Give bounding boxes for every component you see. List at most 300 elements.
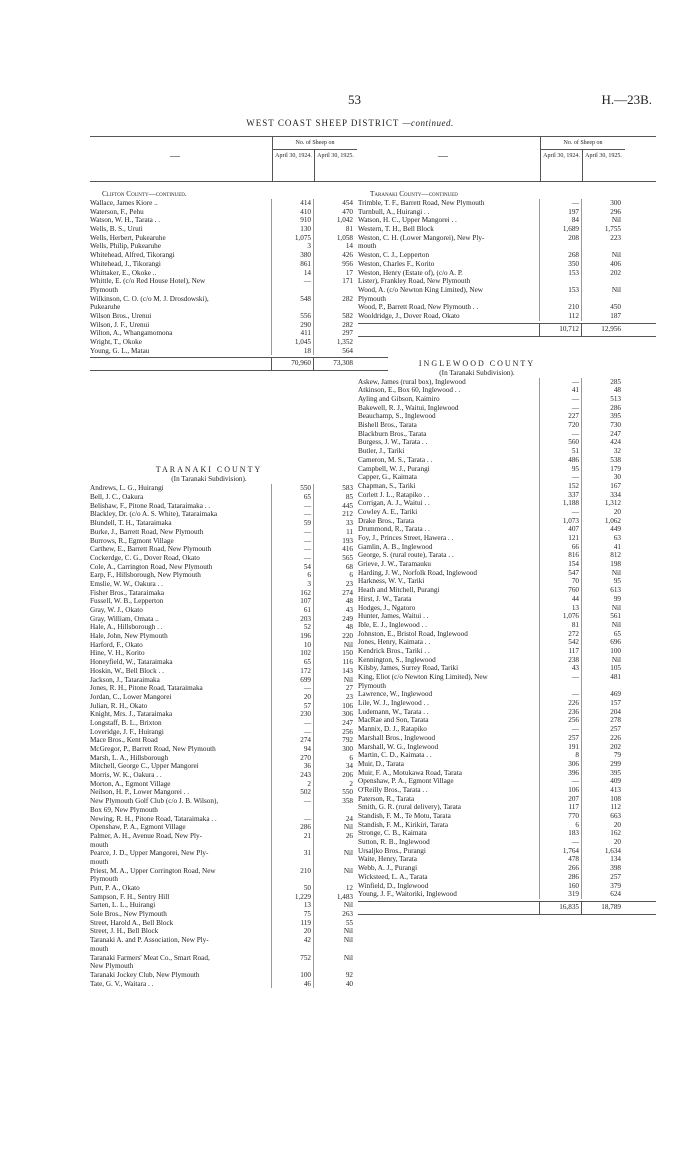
sheep-1924: 236 bbox=[539, 708, 581, 717]
owner-name: Gamlin, A. B., Inglewood bbox=[358, 542, 433, 551]
owner-name: Wilkinson, C. O. (c/o M. J. Drosdowski), bbox=[90, 294, 209, 303]
owner-name: Carthew, E., Barrett Road, New Plymouth bbox=[90, 545, 212, 554]
table-row bbox=[358, 312, 656, 321]
sheep-1924: 699 bbox=[271, 676, 313, 685]
sheep-1925: 624 bbox=[581, 890, 623, 899]
left-rows-1 bbox=[90, 199, 388, 355]
sheep-1925: 106 bbox=[313, 702, 355, 711]
sheep-1924: 1,689 bbox=[539, 225, 581, 234]
sheep-1924: 207 bbox=[539, 795, 581, 804]
sheep-1924: 106 bbox=[539, 786, 581, 795]
sheep-1925: 2 bbox=[313, 780, 355, 789]
owner-name: Mannix, D. J., Ratapiko bbox=[358, 725, 427, 734]
sheep-1924: — bbox=[271, 797, 313, 806]
page-title bbox=[0, 118, 700, 128]
sheep-1925: 43 bbox=[313, 606, 355, 615]
sheep-1924: 337 bbox=[539, 491, 581, 500]
owner-name: Wood, A. (c/o Newton King Limited), New bbox=[358, 285, 483, 294]
sheep-1924: 13 bbox=[539, 604, 581, 613]
table-row bbox=[358, 438, 656, 447]
sheep-1924: 306 bbox=[539, 760, 581, 769]
owner-name: mouth bbox=[90, 944, 109, 953]
sheep-1925: 663 bbox=[581, 812, 623, 821]
page-title-suffix: —continued. bbox=[402, 118, 454, 128]
sheep-1924: 542 bbox=[539, 638, 581, 647]
sheep-1924: 548 bbox=[271, 295, 313, 304]
sheep-1925 bbox=[313, 858, 355, 867]
sheep-1924: 43 bbox=[539, 664, 581, 673]
sheep-1924: 117 bbox=[539, 647, 581, 656]
owner-name: Heath and Mitchell, Purangi bbox=[358, 586, 440, 595]
sheep-1924: — bbox=[271, 684, 313, 693]
sheep-1925: 358 bbox=[313, 797, 355, 806]
sheep-1925: 202 bbox=[581, 269, 623, 278]
sheep-1925 bbox=[313, 945, 355, 954]
sheep-1924 bbox=[271, 841, 313, 850]
table-row bbox=[90, 484, 388, 493]
sheep-1924: 41 bbox=[539, 386, 581, 395]
table-row bbox=[358, 873, 656, 882]
sheep-1924: 10 bbox=[271, 641, 313, 650]
table-row bbox=[90, 338, 388, 347]
sheep-1925: 79 bbox=[581, 751, 623, 760]
table-row bbox=[90, 875, 388, 884]
sheep-1924: 65 bbox=[271, 658, 313, 667]
sheep-1924 bbox=[271, 962, 313, 971]
sheep-1924: 1,045 bbox=[271, 338, 313, 347]
sheep-1924: 61 bbox=[271, 606, 313, 615]
table-row bbox=[358, 551, 656, 560]
sheep-1924: 861 bbox=[271, 260, 313, 269]
owner-name: Hale, A., Hillsborough . . bbox=[90, 623, 163, 632]
section-heading: Clifton County—continued. bbox=[102, 190, 187, 198]
table-row bbox=[90, 884, 388, 893]
owner-name: Pearce, J. D., Upper Mangorei, New Ply- bbox=[90, 849, 209, 858]
table-row bbox=[90, 580, 388, 589]
owner-name: Campbell, W. J., Purangi bbox=[358, 464, 430, 473]
table-row bbox=[90, 962, 388, 971]
sheep-1925: 187 bbox=[581, 312, 623, 321]
sheep-1925: 379 bbox=[581, 882, 623, 891]
table-row bbox=[90, 623, 388, 632]
sheep-1924: 238 bbox=[539, 656, 581, 665]
table-row bbox=[90, 260, 388, 269]
table-row bbox=[358, 638, 656, 647]
owner-name: Hale, John, New Plymouth bbox=[90, 632, 168, 641]
owner-name: Drummond, R., Tarata . . bbox=[358, 525, 430, 534]
owner-name: Marsh, L. A., Hillsborough bbox=[90, 753, 169, 762]
sheep-1924: — bbox=[539, 378, 581, 387]
table-row bbox=[90, 545, 388, 554]
sheep-1924: 1,075 bbox=[271, 234, 313, 243]
sheep-1924: 396 bbox=[539, 769, 581, 778]
sheep-1924: — bbox=[539, 508, 581, 517]
sheep-1924: 256 bbox=[539, 716, 581, 725]
year-1925-label: April 30, 1925. bbox=[582, 149, 624, 181]
owner-name: Wilson Bros., Urenui bbox=[90, 311, 152, 320]
sheep-1925: 143 bbox=[313, 667, 355, 676]
table-row bbox=[358, 803, 656, 812]
table-row bbox=[90, 676, 388, 685]
sheep-1925: 162 bbox=[581, 829, 623, 838]
sheep-1924: 160 bbox=[539, 882, 581, 891]
sheep-1925 bbox=[313, 875, 355, 884]
page-header bbox=[0, 92, 700, 112]
sheep-1924: 42 bbox=[271, 936, 313, 945]
owner-name: Lile, W. J., Inglewood . . bbox=[358, 699, 429, 708]
sheep-1925: 48 bbox=[313, 623, 355, 632]
table-row bbox=[358, 595, 656, 604]
owner-name: Wood, P., Barrett Road, New Plymouth . . bbox=[358, 303, 479, 312]
owner-name: Taranaki Jockey Club, New Plymouth bbox=[90, 970, 200, 979]
table-row bbox=[90, 571, 388, 580]
total-1924: 10,712 bbox=[539, 324, 581, 336]
column-header-dash: — bbox=[438, 151, 448, 162]
table-row bbox=[358, 303, 656, 312]
table-row bbox=[358, 664, 656, 673]
sheep-1925: 274 bbox=[313, 589, 355, 598]
sheep-1924: 210 bbox=[539, 303, 581, 312]
sheep-1925 bbox=[313, 962, 355, 971]
sheep-1924: 51 bbox=[539, 447, 581, 456]
sheep-1924: 268 bbox=[539, 251, 581, 260]
table-row bbox=[90, 519, 388, 528]
owner-name: Belishaw, F., Pitone Road, Tataraimaka . . bbox=[90, 501, 211, 510]
owner-name: Taranaki A. and P. Association, New Ply- bbox=[90, 936, 209, 945]
sheep-1925: 696 bbox=[581, 638, 623, 647]
table-row bbox=[90, 745, 388, 754]
sheep-1925: 81 bbox=[313, 225, 355, 234]
sheep-1925: 583 bbox=[313, 484, 355, 493]
owner-name: Burke, J., Barrett Road, New Plymouth bbox=[90, 527, 204, 536]
owner-name: Martin, C. D., Kaimata . . bbox=[358, 751, 432, 760]
sheep-1924: 502 bbox=[271, 788, 313, 797]
owner-name: Corlett J. L., Ratapiko . . bbox=[358, 490, 430, 499]
sheep-1925: 40 bbox=[313, 980, 355, 989]
sheep-1924: 107 bbox=[271, 597, 313, 606]
owner-name: Street, J. H., Bell Block bbox=[90, 927, 159, 936]
table-row bbox=[90, 589, 388, 598]
owner-name: Bakewell, R. J., Waitui, Inglewood bbox=[358, 403, 459, 412]
owner-name: Smith, G. R. (rural delivery), Tarata bbox=[358, 803, 461, 812]
sheep-1925: 20 bbox=[581, 821, 623, 830]
sheep-1925: 792 bbox=[313, 736, 355, 745]
sheep-1924: 119 bbox=[271, 919, 313, 928]
table-row bbox=[90, 563, 388, 572]
table-row bbox=[90, 832, 388, 841]
sheep-1924: 52 bbox=[271, 623, 313, 632]
owner-name: Burgess, J. W., Tarata . . bbox=[358, 438, 428, 447]
table-row bbox=[358, 734, 656, 743]
owner-name: Stronge, C. B., Kaimata bbox=[358, 829, 427, 838]
table-row bbox=[358, 630, 656, 639]
owner-name: Marshall Bros., Inglewood bbox=[358, 733, 436, 742]
sheep-1924 bbox=[271, 303, 313, 312]
sheep-1924: 286 bbox=[539, 873, 581, 882]
table-row bbox=[358, 234, 656, 243]
owner-name: Wells, Herbert, Pukearuhe bbox=[90, 233, 166, 242]
owner-name: Standish, F. M., Kirikiri, Tarata bbox=[358, 820, 449, 829]
sheep-1925: 1,312 bbox=[581, 499, 623, 508]
table-row bbox=[358, 216, 656, 225]
owner-name: Jordan, C., Lower Mangorei bbox=[90, 692, 172, 701]
right-column bbox=[358, 136, 656, 915]
table-row bbox=[358, 577, 656, 586]
sheep-1924 bbox=[271, 875, 313, 884]
page-number: 53 bbox=[348, 92, 361, 107]
sheep-1925: 23 bbox=[313, 693, 355, 702]
sheep-1924: — bbox=[271, 554, 313, 563]
table-row bbox=[358, 473, 656, 482]
table-row bbox=[358, 716, 656, 725]
sheep-1924: — bbox=[539, 199, 581, 208]
sheep-1925: 538 bbox=[581, 456, 623, 465]
sheep-1925: 449 bbox=[581, 525, 623, 534]
owner-name: Hodges, J., Ngatoro bbox=[358, 603, 416, 612]
sheep-1924 bbox=[271, 286, 313, 295]
sheep-1925: 179 bbox=[581, 465, 623, 474]
table-row bbox=[90, 493, 388, 502]
sheep-1924: 20 bbox=[271, 693, 313, 702]
table-row bbox=[358, 682, 656, 691]
owner-name: Whittle, E. (c/o Red House Hotel), New bbox=[90, 277, 206, 286]
owner-name: Watson, W. H., Tarata . . bbox=[90, 216, 161, 225]
sheep-1925: 565 bbox=[313, 554, 355, 563]
sheep-1925 bbox=[581, 277, 623, 286]
owner-name: Weston, Charles F., Korito bbox=[358, 259, 435, 268]
table-row bbox=[358, 751, 656, 760]
sheep-1925: 1,042 bbox=[313, 216, 355, 225]
table-row bbox=[90, 199, 388, 208]
sheep-1924: 410 bbox=[271, 208, 313, 217]
owner-name: Kilsby, James, Surrey Road, Tariki bbox=[358, 664, 459, 673]
owner-name: Sarten, L. L., Huirangi bbox=[90, 901, 156, 910]
sheep-1924: 100 bbox=[271, 971, 313, 980]
sheep-1925: 1,634 bbox=[581, 847, 623, 856]
sheep-1924: 130 bbox=[271, 225, 313, 234]
sheep-1924: 350 bbox=[539, 260, 581, 269]
owner-name: mouth bbox=[90, 840, 109, 849]
table-row bbox=[90, 841, 388, 850]
section-subheading: (In Taranaki Subdivision). bbox=[171, 475, 247, 484]
sheep-1925: 48 bbox=[313, 597, 355, 606]
owner-name: New Plymouth bbox=[90, 962, 134, 971]
sheep-1925: 34 bbox=[313, 762, 355, 771]
no-of-sheep-label: No. of Sheep on bbox=[272, 137, 357, 150]
table-row bbox=[358, 699, 656, 708]
owner-name: Box 69, New Plymouth bbox=[90, 805, 158, 814]
sheep-1925: 1,062 bbox=[581, 517, 623, 526]
sheep-1925: 105 bbox=[581, 664, 623, 673]
sheep-1925: 171 bbox=[313, 277, 355, 286]
table-row bbox=[358, 656, 656, 665]
year-1924-label: April 30, 1924. bbox=[540, 149, 582, 181]
table-row bbox=[90, 927, 388, 936]
sheep-1925: Nil bbox=[313, 676, 355, 685]
owner-name: Plymouth bbox=[90, 285, 118, 294]
sheep-1925: 426 bbox=[313, 251, 355, 260]
table-row bbox=[90, 295, 388, 304]
table-row bbox=[358, 543, 656, 552]
sheep-1924: 270 bbox=[271, 754, 313, 763]
table-row bbox=[90, 329, 388, 338]
owner-name: Knight, Mrs. J., Tataraimaka bbox=[90, 710, 173, 719]
right-rows-1 bbox=[358, 199, 656, 321]
table-row bbox=[90, 815, 388, 824]
sheep-1925: 55 bbox=[313, 919, 355, 928]
sheep-1925: 6 bbox=[313, 754, 355, 763]
sheep-1925: 450 bbox=[581, 303, 623, 312]
owner-name: Marshall, W. G., Inglewood bbox=[358, 742, 439, 751]
sheep-1925: Nil bbox=[313, 849, 355, 858]
section-heading: INGLEWOOD COUNTY bbox=[418, 358, 536, 368]
table-row bbox=[90, 528, 388, 537]
sheep-1924: — bbox=[539, 673, 581, 682]
sheep-1924 bbox=[539, 242, 581, 251]
table-row bbox=[90, 710, 388, 719]
owner-name: Cowley A. E., Tariki bbox=[358, 507, 418, 516]
owner-name: Grieve, J. W., Taramauku bbox=[358, 560, 432, 569]
column-header-dash: — bbox=[170, 151, 180, 162]
owner-name: Corrigan, A. J., Waitui . . bbox=[358, 499, 430, 508]
sheep-1925: 26 bbox=[313, 832, 355, 841]
sheep-1924: 210 bbox=[271, 867, 313, 876]
sheep-1924: — bbox=[539, 690, 581, 699]
owner-name: Wilton, A., Whangamomona bbox=[90, 329, 173, 338]
sheep-1925: 257 bbox=[581, 873, 623, 882]
sheep-1924: 21 bbox=[271, 832, 313, 841]
sheep-1925: 92 bbox=[313, 971, 355, 980]
table-row bbox=[90, 554, 388, 563]
table-row bbox=[90, 823, 388, 832]
sheep-1925: 116 bbox=[313, 658, 355, 667]
owner-name: Longstaff, B. L., Brixton bbox=[90, 718, 162, 727]
sheep-1924 bbox=[539, 295, 581, 304]
table-row bbox=[90, 858, 388, 867]
table-row bbox=[90, 632, 388, 641]
year-1925-label: April 30, 1925. bbox=[314, 149, 356, 181]
owner-name: Sutton, R. B., Inglewood bbox=[358, 838, 430, 847]
sheep-1925: 956 bbox=[313, 260, 355, 269]
owner-name: Fussell, W. B., Lepperton bbox=[90, 597, 164, 606]
sheep-1924: 230 bbox=[271, 710, 313, 719]
table-row bbox=[90, 780, 388, 789]
sheep-1925: Nil bbox=[581, 216, 623, 225]
table-row bbox=[90, 321, 388, 330]
owner-name: Weston, C. H. (Lower Mangorei), New Ply- bbox=[358, 233, 485, 242]
owner-name: Ayling and Gibson, Kaimiro bbox=[358, 395, 440, 403]
owner-name: Ursaljko Bros., Purangi bbox=[358, 846, 426, 855]
owner-name: Emslie, W. W., Oakura . . bbox=[90, 579, 163, 588]
sheep-1924: 227 bbox=[539, 412, 581, 421]
sheep-1924: 196 bbox=[271, 632, 313, 641]
sheep-1924: 75 bbox=[271, 910, 313, 919]
sheep-1925: 481 bbox=[581, 673, 623, 682]
sheep-1925: 300 bbox=[581, 199, 623, 208]
table-row bbox=[358, 569, 656, 578]
owner-name: Watson, H. C., Upper Mangorei . . bbox=[358, 216, 457, 225]
table-row bbox=[90, 971, 388, 980]
table-row bbox=[358, 491, 656, 500]
table-row bbox=[90, 980, 388, 989]
table-row bbox=[90, 771, 388, 780]
owner-name: Hirst, J. W., Tarata bbox=[358, 594, 412, 603]
sheep-1925: 167 bbox=[581, 482, 623, 491]
table-row bbox=[358, 430, 656, 439]
section-subheading: (In Taranaki Subdivision). bbox=[439, 368, 515, 377]
total-1924: 70,960 bbox=[271, 358, 313, 370]
table-row bbox=[90, 806, 388, 815]
owner-name: Wicksteed, L. A., Tarata bbox=[358, 872, 428, 881]
total-1925: 18,789 bbox=[581, 902, 623, 914]
sheep-1924 bbox=[539, 682, 581, 691]
table-row bbox=[90, 788, 388, 797]
table-row bbox=[90, 762, 388, 771]
owner-name: Whittaker, E., Okoke .. bbox=[90, 268, 157, 277]
sheep-1925: 212 bbox=[313, 510, 355, 519]
sheep-1925: 413 bbox=[581, 786, 623, 795]
owner-name: Weston, C. J., Lepperton bbox=[358, 251, 430, 260]
sheep-1925 bbox=[313, 286, 355, 295]
owner-name: Blackley, Dr. (c/o A. S. White), Tataraimaka bbox=[90, 510, 218, 519]
sheep-1924: 65 bbox=[271, 493, 313, 502]
table-row bbox=[90, 754, 388, 763]
sheep-1924: 760 bbox=[539, 586, 581, 595]
sheep-1924: — bbox=[539, 725, 581, 734]
sheep-1924: 414 bbox=[271, 199, 313, 208]
owner-name: Honeyfield, W., Tataraimaka bbox=[90, 658, 173, 667]
table-row bbox=[358, 277, 656, 286]
table-row bbox=[90, 797, 388, 806]
sheep-1925: 398 bbox=[581, 864, 623, 873]
owner-name: Waterson, F., Pehu bbox=[90, 207, 144, 216]
owner-name: Gray, William, Omata .. bbox=[90, 614, 159, 623]
table-row bbox=[358, 769, 656, 778]
sheep-1924: 380 bbox=[271, 251, 313, 260]
sheep-1924: — bbox=[271, 510, 313, 519]
owner-name: Sampson, F. H., Sentry Hill bbox=[90, 892, 170, 901]
table-row bbox=[90, 945, 388, 954]
sheep-1924: 117 bbox=[539, 803, 581, 812]
sheep-1925: 41 bbox=[581, 543, 623, 552]
owner-name: Mitchell, George C., Upper Mangorei bbox=[90, 762, 199, 771]
sheep-1925: 282 bbox=[313, 295, 355, 304]
owner-name: Openshaw, P. A., Egmont Village bbox=[358, 777, 454, 786]
sheep-1925: 1,483 bbox=[313, 893, 355, 902]
sheep-1925: Nil bbox=[581, 656, 623, 665]
owner-name: Turnbull, A., Huirangi . . bbox=[358, 207, 430, 216]
owner-name: Mace Bros., Kent Road bbox=[90, 736, 158, 745]
owner-name: Morris, W. K., Oakura . . bbox=[90, 771, 162, 780]
left-column-header bbox=[90, 136, 388, 182]
sheep-1924: 6 bbox=[271, 571, 313, 580]
table-row bbox=[90, 225, 388, 234]
sheep-1924: — bbox=[271, 719, 313, 728]
owner-name: Winfield, D., Inglewood bbox=[358, 881, 429, 890]
sheep-1925: Nil bbox=[313, 927, 355, 936]
owner-name: Street, Harold A., Bell Block bbox=[90, 918, 174, 927]
sheep-1925: 296 bbox=[581, 208, 623, 217]
sheep-1924: 50 bbox=[271, 884, 313, 893]
sheep-1925: 409 bbox=[581, 777, 623, 786]
table-row bbox=[90, 597, 388, 606]
sheep-1925: 299 bbox=[581, 760, 623, 769]
table-row bbox=[90, 277, 388, 286]
owner-name: Cole, A., Carrington Road, New Plymouth bbox=[90, 562, 213, 571]
owner-name: Earp, F., Hillsborough, New Plymouth bbox=[90, 571, 201, 580]
owner-name: Wooldridge, J., Dover Road, Okato bbox=[358, 311, 460, 320]
owner-name: Hine, V. H., Korito bbox=[90, 649, 145, 658]
